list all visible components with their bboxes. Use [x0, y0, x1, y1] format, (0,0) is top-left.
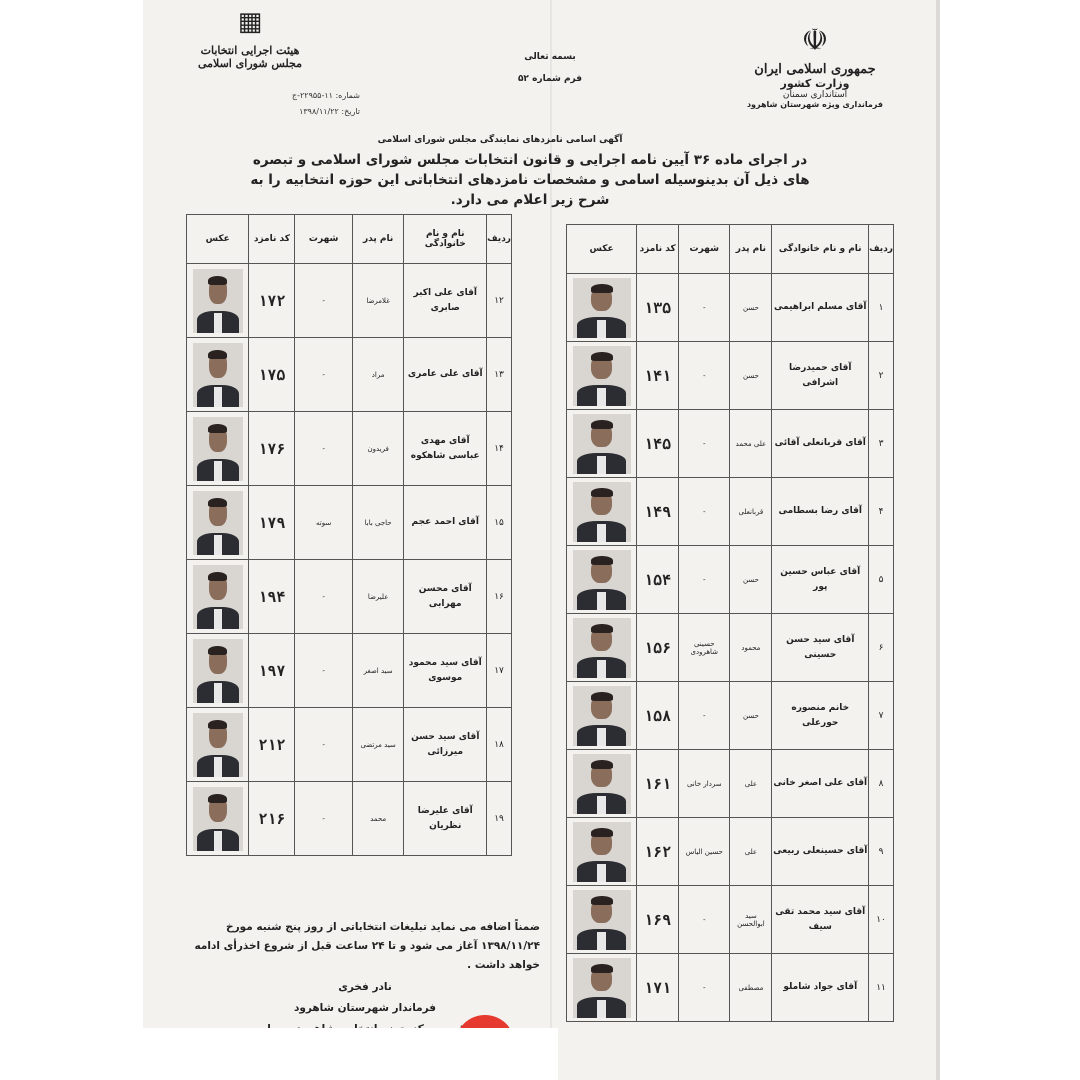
photo-cell	[187, 264, 249, 338]
candidate-photo	[573, 890, 631, 950]
photo-cell	[567, 342, 637, 410]
table-header-row	[567, 225, 894, 274]
candidate-name: آقای علی اصغر خانی	[772, 750, 869, 818]
candidate-name: آقای حسینعلی ربیعی	[772, 818, 869, 886]
table-row	[187, 486, 512, 560]
row-index: ۹	[869, 818, 894, 886]
candidate-code: ۱۵۶	[637, 614, 679, 682]
header-governorate: فرمانداری ویژه شهرستان شاهرود	[746, 100, 884, 109]
election-logo-icon: ▦	[237, 7, 263, 37]
candidate-code: ۱۴۹	[637, 478, 679, 546]
table-row	[567, 342, 894, 410]
notice-title: آگهی اسامی نامزدهای نمایندگی مجلس شورای اسلامی	[377, 135, 623, 145]
father-name: سید مرتضی	[352, 708, 403, 782]
table-row	[187, 708, 512, 782]
header-code: کد نامزد	[249, 215, 295, 264]
candidate-code: ۱۵۴	[637, 546, 679, 614]
candidate-photo	[193, 343, 243, 407]
letter-number: شماره: ۱۱-۲۲۹۵۵-ج	[291, 91, 360, 100]
row-index: ۵	[869, 546, 894, 614]
candidate-code: ۱۷۹	[249, 486, 295, 560]
candidate-photo	[573, 958, 631, 1018]
candidate-photo	[193, 417, 243, 481]
photo-cell	[567, 886, 637, 954]
father-name: محمود	[730, 614, 772, 682]
candidate-code: ۱۶۹	[637, 886, 679, 954]
table-row	[187, 782, 512, 856]
candidates-table-left	[186, 214, 512, 856]
row-index: ۷	[869, 682, 894, 750]
candidate-code: ۲۱۲	[249, 708, 295, 782]
intro-paragraph: در اجرای ماده ۳۶ آیین نامه اجرایی و قانون انتخابات مجلس شورای اسلامی و تبصره های ذیل آن بدینوسیله اسامی و مشخصات نامزدهای انتخاباتی این حوزه انتخابیه را به شرح زیر اعلام می دارد.	[250, 152, 810, 208]
photo-cell	[187, 338, 249, 412]
header-code: کد نامزد	[637, 225, 679, 274]
candidate-name: آقای احمد عجم	[404, 486, 487, 560]
photo-cell	[567, 954, 637, 1022]
candidate-code: ۱۷۵	[249, 338, 295, 412]
candidate-photo	[573, 414, 631, 474]
father-name: حاجی بابا	[352, 486, 403, 560]
candidate-name: آقای سید محمود موسوی	[404, 634, 487, 708]
candidate-name: آقای قربانعلی آقائی	[772, 410, 869, 478]
row-index: ۱۹	[487, 782, 512, 856]
table-row	[567, 410, 894, 478]
table-row	[187, 264, 512, 338]
candidate-photo	[193, 713, 243, 777]
row-index: ۱	[869, 274, 894, 342]
father-name: علی	[730, 750, 772, 818]
header-photo: عکس	[567, 225, 637, 274]
candidate-photo	[193, 565, 243, 629]
father-name: مراد	[352, 338, 403, 412]
header-index: ردیف	[869, 225, 894, 274]
candidate-code: ۱۶۲	[637, 818, 679, 886]
candidate-name: آقای رضا بسطامی	[772, 478, 869, 546]
father-name: حسن	[730, 274, 772, 342]
photo-cell	[187, 708, 249, 782]
candidate-name: خانم منصوره حورعلی	[772, 682, 869, 750]
row-index: ۱۲	[487, 264, 512, 338]
candidate-name: آقای حمیدرضا اشرافی	[772, 342, 869, 410]
candidate-photo	[573, 754, 631, 814]
campaign-notice: ضمناً اضافه می نماید تبلیغات انتخاباتی از روز پنج شنبه مورخ ۱۳۹۸/۱۱/۲۴ آغاز می شود و تا ۲۴ ساعت قبل از شروع اخذرأی ادامه خواهد داشت .	[194, 921, 540, 971]
header-parliament: مجلس شورای اسلامی	[197, 57, 303, 70]
table-row	[567, 478, 894, 546]
candidate-name: آقای علی اکبر صابری	[404, 264, 487, 338]
candidate-photo	[193, 639, 243, 703]
header-election-board: هیئت اجرایی انتخابات	[200, 44, 300, 57]
letter-date: تاریخ: ۱۳۹۸/۱۱/۲۲	[299, 107, 360, 116]
row-index: ۱۷	[487, 634, 512, 708]
father-name: حسن	[730, 682, 772, 750]
candidate-code: ۲۱۶	[249, 782, 295, 856]
candidate-code: ۱۷۶	[249, 412, 295, 486]
candidate-nickname: -	[679, 682, 730, 750]
candidate-nickname: -	[295, 412, 352, 486]
image-crop-area	[110, 1028, 558, 1080]
row-index: ۸	[869, 750, 894, 818]
photo-cell	[567, 614, 637, 682]
row-index: ۶	[869, 614, 894, 682]
candidate-nickname: سردار خانی	[679, 750, 730, 818]
photo-cell	[567, 750, 637, 818]
header-name: نام و نام خانوادگی	[772, 225, 869, 274]
header-ministry-block	[730, 20, 900, 109]
father-name: غلامرضا	[352, 264, 403, 338]
letter-number-date	[230, 88, 360, 120]
row-index: ۱۴	[487, 412, 512, 486]
row-index: ۱۸	[487, 708, 512, 782]
table-row	[567, 614, 894, 682]
signer-title: فرماندار شهرستان شاهرود	[293, 1002, 437, 1014]
candidate-code: ۱۳۵	[637, 274, 679, 342]
header-province: استانداری سمنان	[782, 90, 848, 100]
father-name: حسن	[730, 546, 772, 614]
candidate-nickname: -	[679, 478, 730, 546]
row-index: ۱۳	[487, 338, 512, 412]
header-father: نام پدر	[730, 225, 772, 274]
photo-cell	[187, 782, 249, 856]
candidate-nickname: -	[679, 886, 730, 954]
iran-emblem-icon: ☫	[801, 22, 829, 58]
candidate-code: ۱۵۸	[637, 682, 679, 750]
candidate-nickname: حسین الیاس	[679, 818, 730, 886]
candidate-photo	[193, 491, 243, 555]
header-center-block	[480, 52, 620, 84]
header-nickname: شهرت	[295, 215, 352, 264]
photo-cell	[567, 818, 637, 886]
photo-cell	[567, 274, 637, 342]
candidate-nickname: -	[295, 782, 352, 856]
candidate-nickname: -	[295, 708, 352, 782]
candidate-photo	[573, 482, 631, 542]
row-index: ۱۶	[487, 560, 512, 634]
row-index: ۱۱	[869, 954, 894, 1022]
row-index: ۱۵	[487, 486, 512, 560]
candidate-nickname: -	[295, 264, 352, 338]
header-nickname: شهرت	[679, 225, 730, 274]
father-name: مصطفی	[730, 954, 772, 1022]
candidate-name: آقای مهدی عباسی شاهکوه	[404, 412, 487, 486]
candidate-photo	[193, 269, 243, 333]
father-name: فریدون	[352, 412, 403, 486]
father-name: سید ابوالحسن	[730, 886, 772, 954]
row-index: ۱۰	[869, 886, 894, 954]
candidate-nickname: -	[679, 274, 730, 342]
candidate-code: ۱۷۲	[249, 264, 295, 338]
photo-cell	[567, 410, 637, 478]
candidate-name: آقای سید محمد تقی سیف	[772, 886, 869, 954]
table-row	[187, 634, 512, 708]
photo-cell	[567, 682, 637, 750]
signer-name: نادر فخری	[338, 981, 392, 993]
table-row	[187, 412, 512, 486]
father-name: علی	[730, 818, 772, 886]
candidate-name: آقای جواد شاملو	[772, 954, 869, 1022]
header-classification: بسمه تعالی	[524, 52, 576, 62]
table-row	[567, 954, 894, 1022]
candidate-code: ۱۶۱	[637, 750, 679, 818]
candidate-code: ۱۹۷	[249, 634, 295, 708]
candidate-photo	[573, 822, 631, 882]
candidate-photo	[573, 550, 631, 610]
candidate-photo	[573, 346, 631, 406]
photo-cell	[187, 412, 249, 486]
candidate-name: آقای سید حسن حسینی	[772, 614, 869, 682]
photo-cell	[187, 634, 249, 708]
photo-cell	[187, 486, 249, 560]
candidate-photo	[573, 686, 631, 746]
father-name: حسن	[730, 342, 772, 410]
father-name: قربانعلی	[730, 478, 772, 546]
paper-edge	[936, 0, 940, 1080]
table-row	[567, 818, 894, 886]
header-father: نام پدر	[352, 215, 403, 264]
header-form-number: فرم شماره ۵۲	[517, 74, 583, 84]
father-name: محمد	[352, 782, 403, 856]
candidate-nickname: -	[295, 338, 352, 412]
table-row	[567, 886, 894, 954]
table-row	[567, 274, 894, 342]
table-header-row	[187, 215, 512, 264]
row-index: ۳	[869, 410, 894, 478]
father-name: علی محمد	[730, 410, 772, 478]
candidate-nickname: -	[295, 634, 352, 708]
table-row	[567, 546, 894, 614]
photo-cell	[567, 546, 637, 614]
candidate-nickname: -	[679, 546, 730, 614]
candidate-code: ۱۷۱	[637, 954, 679, 1022]
candidate-name: آقای علیرضا نظریان	[404, 782, 487, 856]
father-name: سید اصغر	[352, 634, 403, 708]
candidate-name: آقای محسن مهرابی	[404, 560, 487, 634]
table-row	[187, 338, 512, 412]
photo-cell	[567, 478, 637, 546]
father-name: علیرضا	[352, 560, 403, 634]
candidate-nickname: -	[679, 342, 730, 410]
candidate-code: ۱۹۴	[249, 560, 295, 634]
candidate-nickname: -	[679, 410, 730, 478]
header-country: جمهوری اسلامی ایران	[754, 62, 876, 77]
candidate-name: آقای علی عامری	[404, 338, 487, 412]
table-row	[567, 750, 894, 818]
table-row	[567, 682, 894, 750]
candidate-photo	[573, 618, 631, 678]
candidate-name: آقای عباس حسین پور	[772, 546, 869, 614]
photo-cell	[187, 560, 249, 634]
candidate-name: آقای سید حسن میرزائی	[404, 708, 487, 782]
candidate-photo	[573, 278, 631, 338]
table-row	[187, 560, 512, 634]
header-name: نام و نام خانوادگی	[404, 215, 487, 264]
header-index: ردیف	[487, 215, 512, 264]
candidate-code: ۱۴۱	[637, 342, 679, 410]
candidate-nickname: حسینی شاهرودی	[679, 614, 730, 682]
candidates-table-right	[566, 224, 894, 1022]
header-ministry: وزارت کشور	[780, 77, 850, 90]
header-photo: عکس	[187, 215, 249, 264]
candidate-name: آقای مسلم ابراهیمی	[772, 274, 869, 342]
candidate-nickname: -	[679, 954, 730, 1022]
row-index: ۲	[869, 342, 894, 410]
candidate-code: ۱۴۵	[637, 410, 679, 478]
candidate-nickname: سوته	[295, 486, 352, 560]
row-index: ۴	[869, 478, 894, 546]
candidate-photo	[193, 787, 243, 851]
candidate-nickname: -	[295, 560, 352, 634]
header-election-board-block	[180, 2, 320, 70]
